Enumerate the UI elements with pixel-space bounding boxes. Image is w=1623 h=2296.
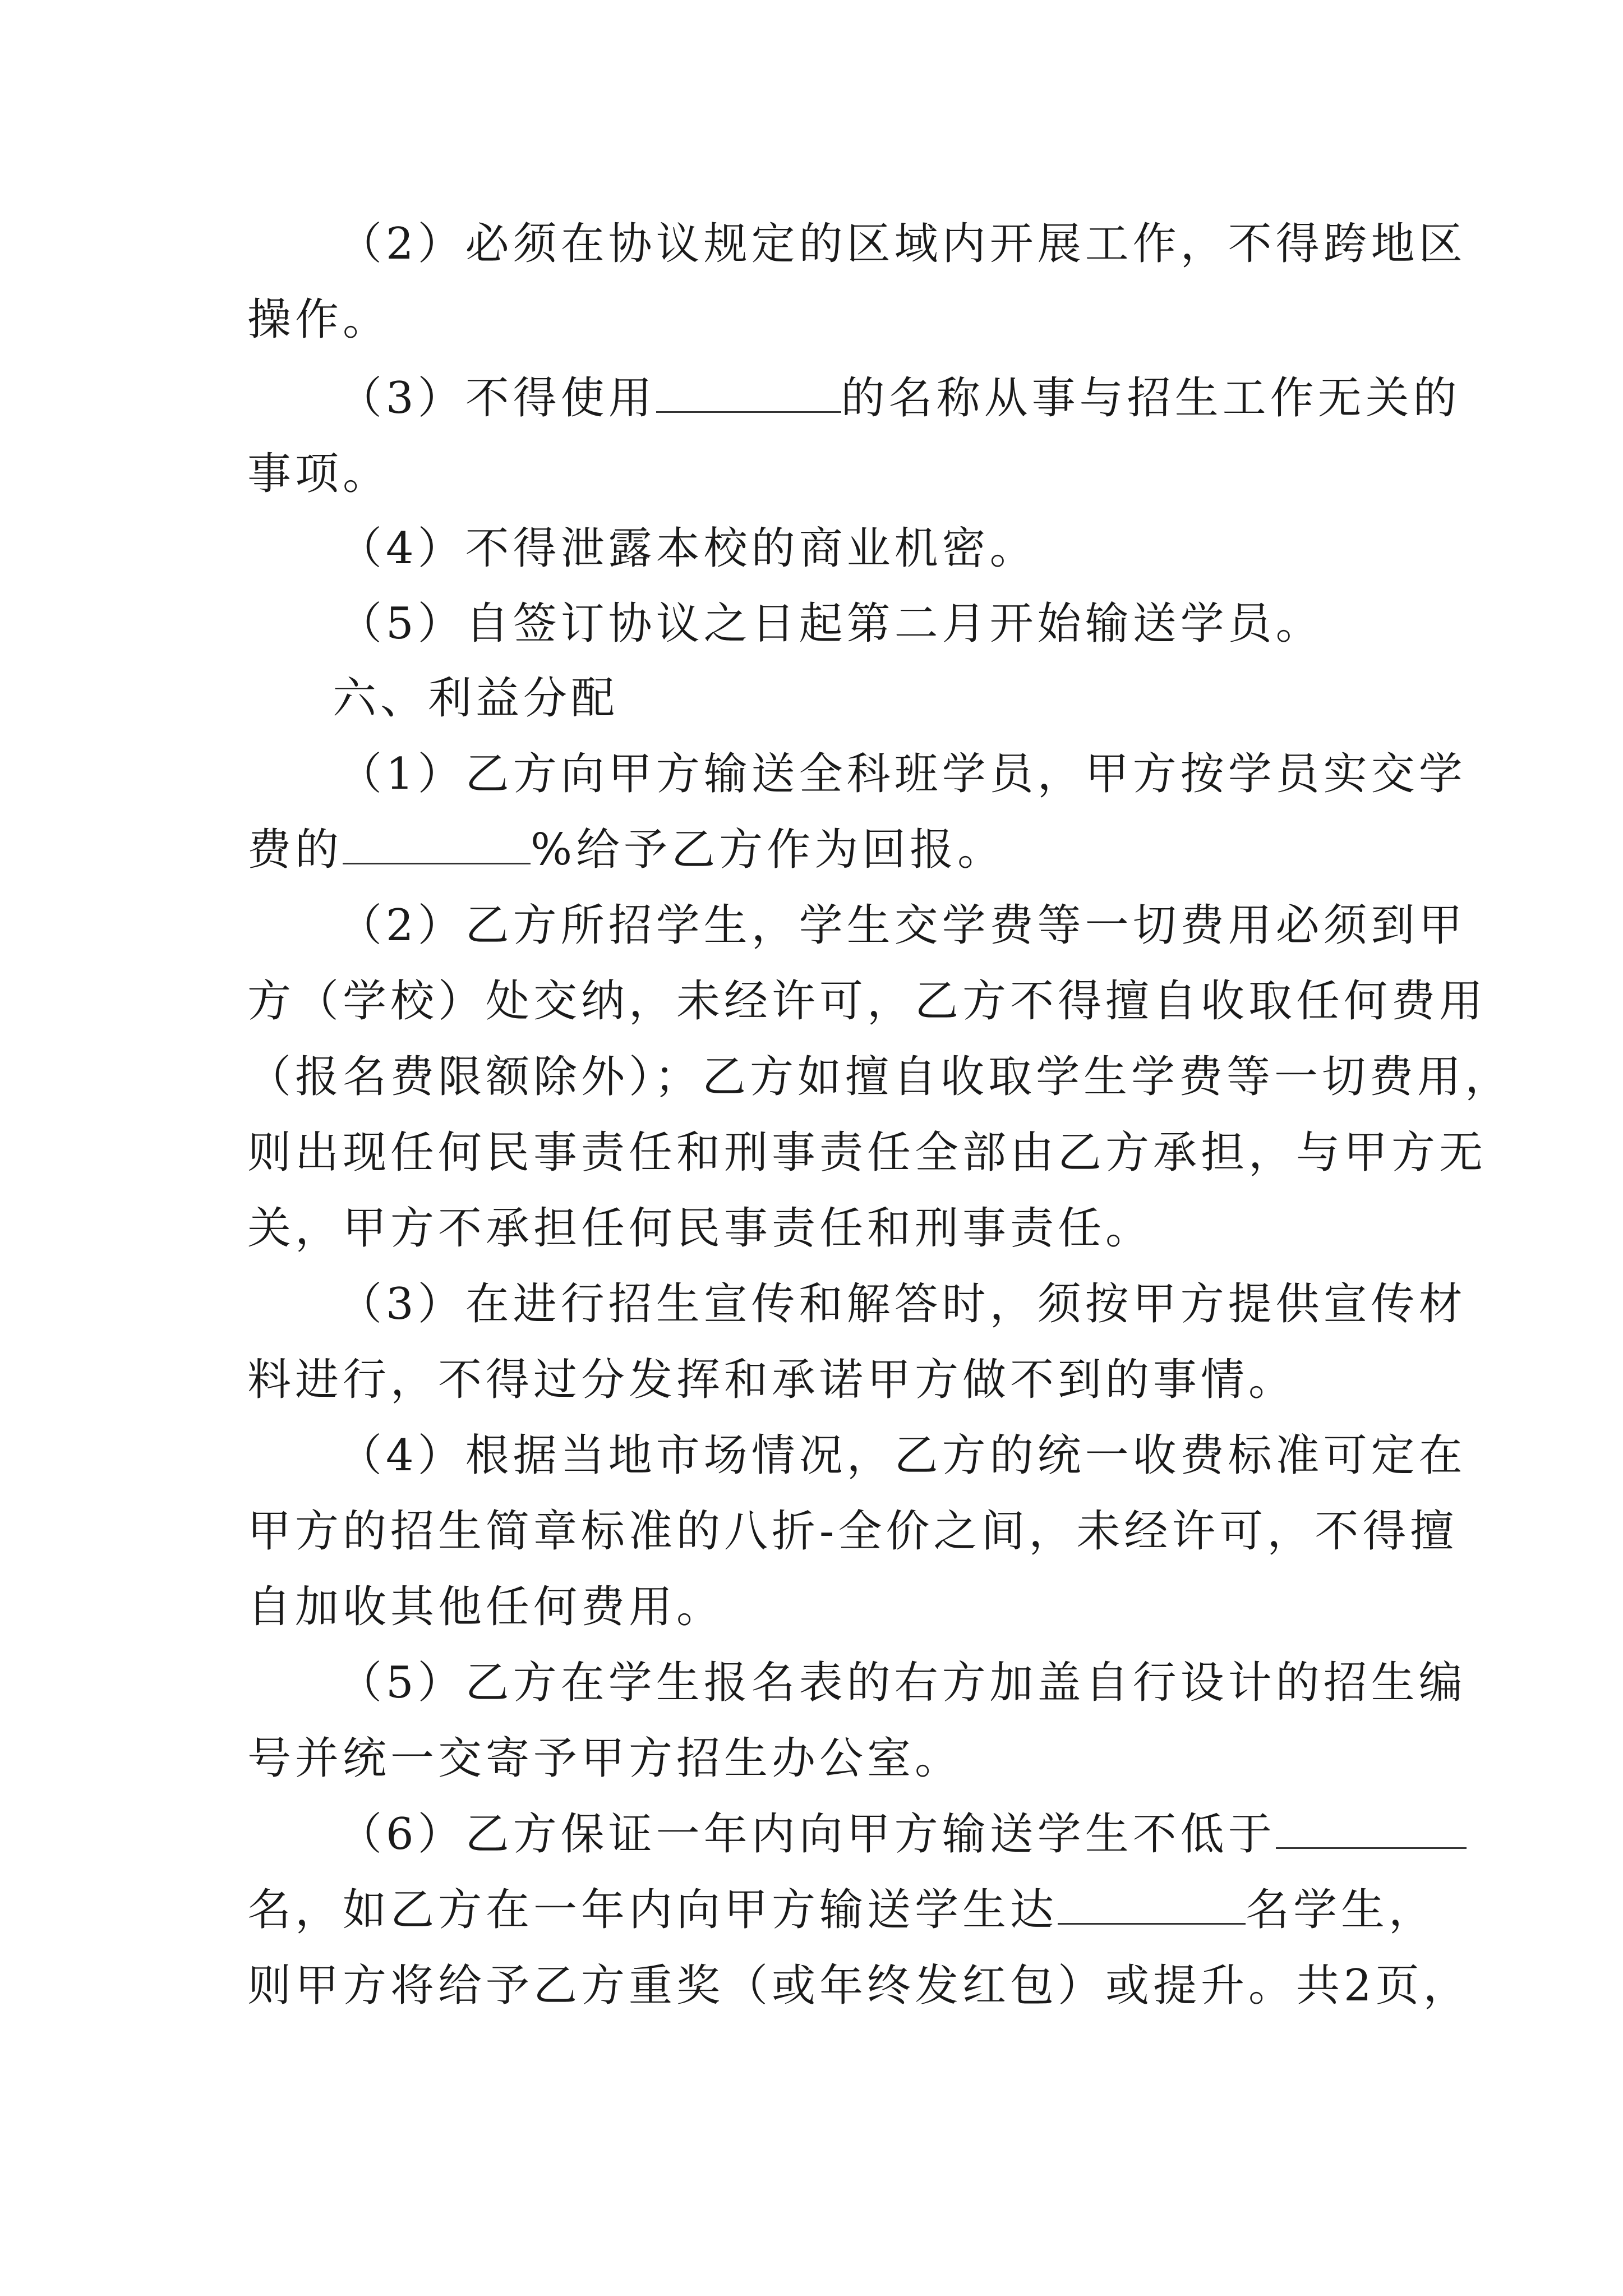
item-2-line-5: 关，甲方不承担任何民事责任和刑事责任。	[247, 1203, 1154, 1254]
item-1-line-1: （1）乙方向甲方输送全科班学员，甲方按学员实交学	[338, 749, 1467, 799]
paragraph-3-line-1	[338, 370, 1461, 426]
item-4-line-1: （4）根据当地市场情况，乙方的统一收费标准可定在	[338, 1430, 1467, 1481]
paragraph-3-line-2: 事项。	[247, 449, 391, 499]
paragraph-2-line-1: （2）必须在协议规定的区域内开展工作，不得跨地区	[338, 219, 1467, 269]
section-heading-6: 六、利益分配	[333, 673, 619, 724]
paragraph-3-text-pre: （3）不得使用	[338, 373, 656, 424]
item-1-line-2	[247, 822, 1005, 878]
item-6-line-2	[247, 1882, 1436, 1938]
blank-target-students-field	[1058, 1884, 1246, 1925]
item-3-line-1: （3）在进行招生宣传和解答时，须按甲方提供宣传材	[338, 1279, 1467, 1329]
paragraph-2-line-2: 操作。	[247, 295, 391, 345]
item-6-text-1: （6）乙方保证一年内向甲方输送学生不低于	[338, 1809, 1276, 1860]
item-1-text-pre: 费的	[247, 825, 343, 875]
item-6-line-1	[338, 1806, 1467, 1862]
blank-name-field	[656, 372, 841, 413]
item-3-line-2: 料进行，不得过分发挥和承诺甲方做不到的事情。	[247, 1355, 1297, 1405]
blank-percent-field	[343, 823, 531, 864]
item-2-line-2: 方（学校）处交纳，未经许可，乙方不得擅自收取任何费用	[247, 976, 1487, 1027]
item-2-line-1: （2）乙方所招学生，学生交学费等一切费用必须到甲	[338, 900, 1467, 951]
item-2-line-3: （报名费限额除外）；乙方如擅自收取学生学费等一切费用，	[247, 1052, 1513, 1102]
blank-min-students-field	[1276, 1808, 1467, 1849]
item-6-text-2-pre: 名，如乙方在一年内向甲方输送学生达	[247, 1885, 1058, 1935]
paragraph-3-text-post: 的名称从事与招生工作无关的	[841, 373, 1461, 424]
item-5-line-1: （5）乙方在学生报名表的右方加盖自行设计的招生编	[338, 1658, 1467, 1708]
item-5-line-2: 号并统一交寄予甲方招生办公室。	[247, 1733, 963, 1784]
item-4-line-3: 自加收其他任何费用。	[247, 1582, 725, 1632]
item-1-text-post: %给予乙方作为回报。	[531, 825, 1006, 875]
paragraph-4: （4）不得泄露本校的商业机密。	[338, 523, 1038, 574]
item-6-text-2-post: 名学生，	[1246, 1885, 1437, 1935]
item-2-line-4: 则出现任何民事责任和刑事责任全部由乙方承担，与甲方无	[247, 1128, 1487, 1178]
item-6-line-3: 则甲方将给予乙方重奖（或年终发红包）或提升。共2页，	[247, 1961, 1471, 2011]
item-4-line-2: 甲方的招生简章标准的八折-全价之间，未经许可，不得擅	[247, 1506, 1458, 1557]
paragraph-5: （5）自签订协议之日起第二月开始输送学员。	[338, 599, 1324, 649]
